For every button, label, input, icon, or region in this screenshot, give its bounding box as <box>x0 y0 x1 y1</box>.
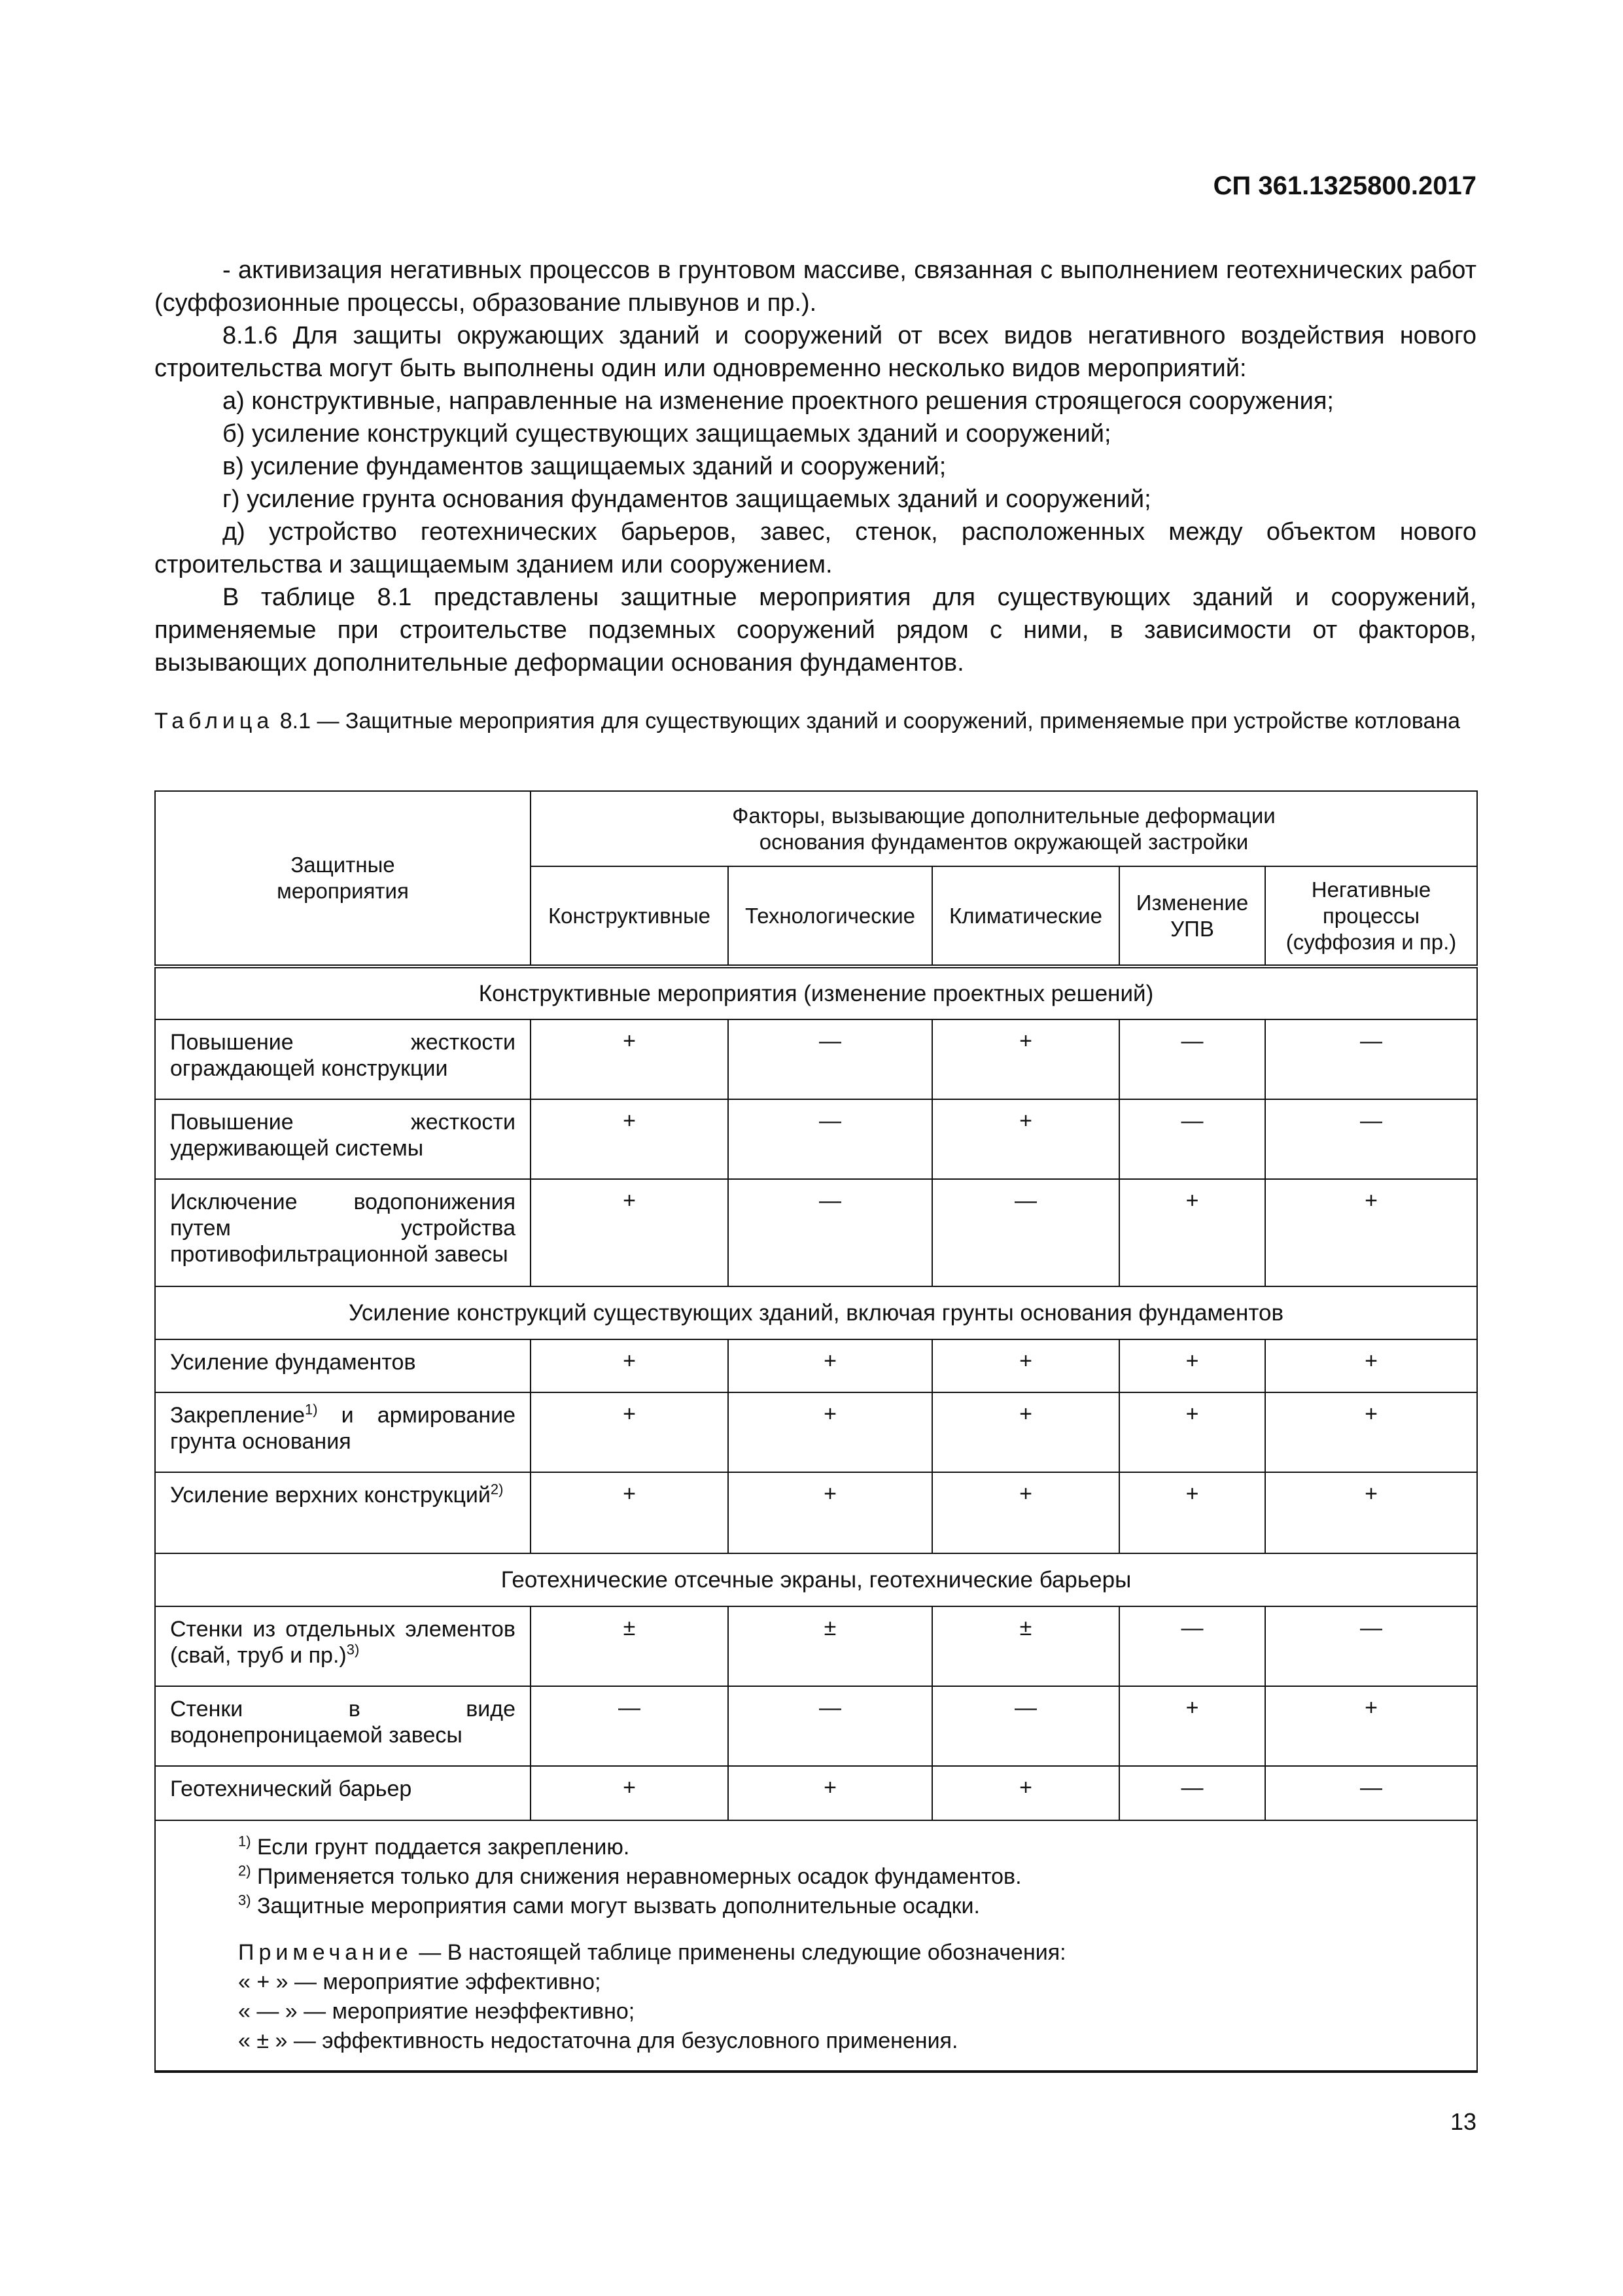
effect-value: + <box>1265 1472 1477 1553</box>
effect-value: — <box>1119 1766 1265 1820</box>
section-title: Геотехнические отсечные экраны, геотехнические барьеры <box>155 1553 1477 1606</box>
paragraph: В таблице 8.1 представлены защитные мероприятия для существующих зданий и сооружений, применяемые при строительстве подземных сооружений рядом с ними, в зависимости от факторов, вызывающих дополнительные деформации основания фундаментов. <box>154 584 1476 677</box>
body-text <box>154 254 1476 679</box>
paragraph: 8.1.6 Для защиты окружающих зданий и сооружений от всех видов негативного воздействия нового строительства могут быть выполнены один или одновременно несколько видов мероприятий: <box>154 322 1476 382</box>
legend-item: « — » — мероприятие неэффективно; <box>238 1999 635 2024</box>
effect-value: — <box>1265 1099 1477 1179</box>
effect-value: ± <box>932 1606 1119 1686</box>
row-label <box>155 1019 531 1099</box>
effect-value: + <box>531 1392 728 1472</box>
effect-value: — <box>1265 1766 1477 1820</box>
footnote-text: Если грунт поддается закреплению. <box>251 1835 630 1860</box>
effect-value: — <box>932 1686 1119 1766</box>
effect-value: + <box>1265 1179 1477 1286</box>
effect-value: + <box>1119 1686 1265 1766</box>
legend-item: « + » — мероприятие эффективно; <box>238 1969 601 1994</box>
effect-value: — <box>728 1019 932 1099</box>
section-title: Усиление конструкций существующих зданий, включая грунты основания фундаментов <box>155 1286 1477 1339</box>
effect-value: + <box>728 1339 932 1392</box>
effect-value: + <box>531 1099 728 1179</box>
note-label: Примечание <box>238 1940 413 1965</box>
table-row <box>155 1019 1477 1099</box>
table-row <box>155 1686 1477 1766</box>
effect-value: + <box>932 1099 1119 1179</box>
effect-value: + <box>531 1472 728 1553</box>
table-row <box>155 1766 1477 1820</box>
effect-value: + <box>1119 1179 1265 1286</box>
effect-value: — <box>1119 1019 1265 1099</box>
header-col: Негативные процессы (суффозия и пр.) <box>1265 866 1477 966</box>
label-text: Исключение водопонижения путем устройства противофильтрационной завесы <box>170 1190 515 1267</box>
effect-value: + <box>531 1019 728 1099</box>
note-text: — В настоящей таблице применены следующие обозначения: <box>412 1940 1066 1965</box>
row-label <box>155 1339 531 1392</box>
list-item: г) усиление грунта основания фундаментов защищаемых зданий и сооружений; <box>222 486 1151 513</box>
note <box>238 1938 1476 1968</box>
effect-value: — <box>531 1686 728 1766</box>
effect-value: + <box>932 1766 1119 1820</box>
footnote-ref: 3) <box>346 1641 360 1658</box>
label-text: Повышение жесткости удерживающей системы <box>170 1110 515 1161</box>
effect-value: + <box>728 1392 932 1472</box>
effect-value: + <box>1119 1472 1265 1553</box>
row-label <box>155 1766 531 1820</box>
list-item: б) усиление конструкций существующих защищаемых зданий и сооружений; <box>222 420 1111 448</box>
footnote-mark: 2) <box>238 1862 251 1879</box>
table-row <box>155 1472 1477 1553</box>
effect-value: + <box>531 1179 728 1286</box>
row-label <box>155 1179 531 1286</box>
footnote-ref: 1) <box>304 1401 318 1418</box>
effect-value: + <box>932 1019 1119 1099</box>
paragraph: - активизация негативных процессов в грунтовом массиве, связанная с выполнением геотехнических работ (суффозионные процессы, образование плывунов и пр.). <box>154 256 1476 317</box>
effect-value: + <box>932 1392 1119 1472</box>
effect-value: + <box>531 1766 728 1820</box>
effect-value: + <box>728 1766 932 1820</box>
table-caption <box>154 707 1476 735</box>
footnote-text: Защитные мероприятия сами могут вызвать дополнительные осадки. <box>251 1894 980 1918</box>
label-text: Закрепление <box>170 1403 305 1428</box>
effect-value: + <box>1265 1339 1477 1392</box>
table-row <box>155 1179 1477 1286</box>
header-measures: Защитные мероприятия <box>155 791 531 966</box>
row-label <box>155 1606 531 1686</box>
list-item: д) устройство геотехнических барьеров, завес, стенок, расположенных между объектом нового строительства и защищаемым зданием или сооружением. <box>154 518 1476 578</box>
table-footnotes <box>155 1820 1477 2072</box>
footnote <box>238 1833 1476 1862</box>
footnote <box>238 1862 1476 1892</box>
effect-value: — <box>1119 1099 1265 1179</box>
effect-value: + <box>1265 1392 1477 1472</box>
footnote-row <box>155 1820 1477 2072</box>
measures-table <box>154 790 1478 2073</box>
list-item: в) усиление фундаментов защищаемых зданий и сооружений; <box>222 453 947 480</box>
effect-value: — <box>1119 1606 1265 1686</box>
header-col: Технологические <box>728 866 932 966</box>
footnote-mark: 1) <box>238 1833 251 1850</box>
effect-value: — <box>1265 1606 1477 1686</box>
section-row <box>155 1553 1477 1606</box>
effect-value: + <box>1119 1392 1265 1472</box>
effect-value: + <box>1265 1686 1477 1766</box>
section-row <box>155 1286 1477 1339</box>
row-label <box>155 1392 531 1472</box>
caption-text: 8.1 — Защитные мероприятия для существующих зданий и сооружений, применяемые при устройстве котлована <box>273 709 1461 733</box>
header-col: Конструктивные <box>531 866 728 966</box>
label-text: Усиление верхних конструкций <box>170 1483 491 1508</box>
section-row <box>155 966 1477 1019</box>
footnote-text: Применяется только для снижения неравномерных осадок фундаментов. <box>251 1864 1022 1889</box>
effect-value: ± <box>728 1606 932 1686</box>
effect-value: + <box>932 1339 1119 1392</box>
footnote <box>238 1892 1476 1921</box>
label-text: Повышение жесткости ограждающей конструкции <box>170 1030 515 1081</box>
header-col: Изменение УПВ <box>1119 866 1265 966</box>
label-text: Стенки из отдельных элементов (свай, труб и пр.) <box>170 1617 515 1668</box>
header-col: Климатические <box>932 866 1119 966</box>
label-text: Стенки в виде водонепроницаемой завесы <box>170 1697 515 1748</box>
section-title: Конструктивные мероприятия (изменение проектных решений) <box>155 966 1477 1019</box>
table-row <box>155 1099 1477 1179</box>
effect-value: + <box>728 1472 932 1553</box>
effect-value: + <box>531 1339 728 1392</box>
row-label <box>155 1472 531 1553</box>
legend-item: « ± » — эффективность недостаточна для безусловного применения. <box>238 2028 958 2053</box>
effect-value: + <box>932 1472 1119 1553</box>
effect-value: + <box>1119 1339 1265 1392</box>
table-row <box>155 1339 1477 1392</box>
effect-value: — <box>932 1179 1119 1286</box>
footnote-mark: 3) <box>238 1892 251 1909</box>
effect-value: — <box>728 1179 932 1286</box>
label-text: Усиление фундаментов <box>170 1350 416 1375</box>
effect-value: — <box>1265 1019 1477 1099</box>
effect-value: — <box>728 1686 932 1766</box>
caption-label: Таблица <box>154 709 274 733</box>
header-factors: Факторы, вызывающие дополнительные деформации основания фундаментов окружающей застройки <box>531 791 1477 866</box>
row-label <box>155 1686 531 1766</box>
page-number: 13 <box>1450 2108 1476 2135</box>
effect-value: — <box>728 1099 932 1179</box>
table-row <box>155 1606 1477 1686</box>
effect-value: ± <box>531 1606 728 1686</box>
footnote-ref: 2) <box>490 1481 504 1498</box>
document-code: СП 361.1325800.2017 <box>1213 171 1476 200</box>
table-row <box>155 1392 1477 1472</box>
list-item: а) конструктивные, направленные на изменение проектного решения строящегося сооружения; <box>222 387 1334 415</box>
row-label <box>155 1099 531 1179</box>
label-text: Геотехнический барьер <box>170 1776 412 1801</box>
label-text: и армирование грунта основания <box>170 1403 515 1454</box>
